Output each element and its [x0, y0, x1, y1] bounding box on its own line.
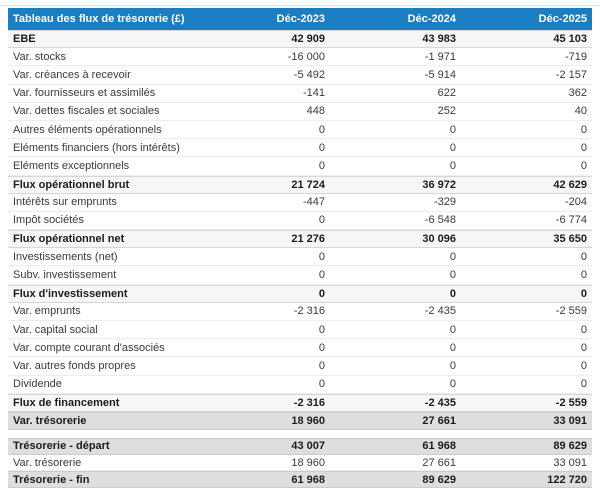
row-label: Var. emprunts: [13, 305, 81, 318]
cell-value: 18 960: [291, 456, 325, 469]
column-header-dec-2024: Déc-2024: [407, 13, 456, 25]
table-row: [8, 157, 592, 175]
cell-value: -2 435: [424, 396, 456, 409]
row-label: Dividende: [13, 378, 62, 391]
table-row: [8, 66, 592, 84]
cell-value: 0: [580, 269, 587, 282]
row-label: Autres éléments opérationnels: [13, 123, 162, 136]
cell-value: 448: [306, 105, 325, 118]
cell-value: 362: [568, 87, 587, 100]
cell-value: 0: [449, 250, 456, 263]
cell-value: 0: [318, 123, 325, 136]
row-label: Trésorerie - fin: [13, 473, 90, 486]
cell-value: 0: [449, 378, 456, 391]
table-row: [8, 121, 592, 139]
table-row: [8, 176, 592, 194]
table-row: [8, 248, 592, 266]
row-label: Var. dettes fiscales et sociales: [13, 105, 160, 118]
table-row: [8, 376, 592, 394]
table-row: [8, 48, 592, 66]
cell-value: 43 007: [291, 440, 325, 453]
cell-value: 0: [318, 287, 325, 300]
cell-value: 122 720: [547, 473, 587, 486]
cell-value: 0: [580, 159, 587, 172]
cell-value: 0: [318, 159, 325, 172]
cell-value: 35 650: [553, 233, 587, 246]
cell-value: 0: [318, 378, 325, 391]
cell-value: 0: [318, 269, 325, 282]
section-gap: [8, 430, 592, 438]
table-row: [8, 266, 592, 284]
cell-value: 89 629: [553, 440, 587, 453]
table-row: [8, 412, 592, 430]
cell-value: 0: [449, 123, 456, 136]
cell-value: 0: [449, 323, 456, 336]
row-label: Flux opérationnel brut: [13, 178, 130, 191]
row-label: Var. autres fonds propres: [13, 359, 136, 372]
cell-value: 0: [318, 250, 325, 263]
cell-value: 622: [437, 87, 456, 100]
table-row: [8, 103, 592, 121]
table-header-row: [8, 8, 592, 30]
table-row: [8, 194, 592, 212]
row-label: Var. créances à recevoir: [13, 68, 131, 81]
cell-value: 0: [318, 214, 325, 227]
cell-value: 0: [449, 269, 456, 282]
top-divider: [0, 5, 600, 6]
cell-value: 0: [318, 341, 325, 354]
cell-value: -2 316: [293, 396, 325, 409]
cell-value: 0: [318, 141, 325, 154]
cell-value: -2 316: [293, 305, 325, 318]
cell-value: -2 559: [555, 396, 587, 409]
cell-value: -447: [302, 196, 325, 209]
cell-value: 33 091: [553, 456, 587, 469]
cash-flow-table: [8, 8, 592, 488]
cell-value: 42 629: [553, 178, 587, 191]
cell-value: 45 103: [553, 33, 587, 46]
cell-value: 89 629: [422, 473, 456, 486]
cell-value: -329: [433, 196, 456, 209]
cell-value: -6 548: [424, 214, 456, 227]
row-label: Flux opérationnel net: [13, 233, 125, 246]
cell-value: 0: [449, 341, 456, 354]
table-row: [8, 230, 592, 248]
cell-value: -5 914: [424, 68, 456, 81]
cell-value: 0: [580, 359, 587, 372]
cell-value: 0: [318, 359, 325, 372]
cell-value: -6 774: [555, 214, 587, 227]
cell-value: 21 724: [291, 178, 325, 191]
cell-value: 0: [580, 323, 587, 336]
cell-value: 33 091: [553, 415, 587, 428]
cell-value: -2 435: [424, 305, 456, 318]
cell-value: 0: [449, 141, 456, 154]
row-label: Intérêts sur emprunts: [13, 196, 117, 209]
cell-value: 43 983: [422, 33, 456, 46]
cell-value: 0: [580, 123, 587, 136]
table-row: [8, 212, 592, 230]
row-label: Impôt sociétés: [13, 214, 84, 227]
cell-value: 0: [449, 287, 456, 300]
row-label: Subv. investissement: [13, 269, 117, 282]
cell-value: 40: [574, 105, 587, 118]
column-header-dec-2023: Déc-2023: [276, 13, 325, 25]
row-label: Var. trésorerie: [13, 415, 87, 428]
row-label: Var. capital social: [13, 323, 98, 336]
table-row: [8, 339, 592, 357]
row-label: Var. fournisseurs et assimilés: [13, 87, 156, 100]
cell-value: 18 960: [291, 415, 325, 428]
row-label: Trésorerie - départ: [13, 440, 110, 453]
cell-value: 42 909: [291, 33, 325, 46]
cell-value: 0: [318, 323, 325, 336]
table-row: [8, 471, 592, 488]
cell-value: -141: [302, 87, 325, 100]
cell-value: 27 661: [422, 456, 456, 469]
row-label: Var. stocks: [13, 50, 66, 63]
cell-value: 0: [580, 287, 587, 300]
column-header-dec-2025: Déc-2025: [538, 13, 587, 25]
row-label: Var. trésorerie: [13, 456, 82, 469]
row-label: Flux d'investissement: [13, 287, 128, 300]
table-title: Tableau des flux de trésorerie (£): [13, 13, 185, 25]
table-row: [8, 438, 592, 455]
row-label: Var. compte courant d'associés: [13, 341, 165, 354]
table-row: [8, 139, 592, 157]
row-label: Flux de financement: [13, 396, 120, 409]
cell-value: 21 276: [291, 233, 325, 246]
table-row: [8, 30, 592, 48]
cell-value: -5 492: [293, 68, 325, 81]
cell-value: 61 968: [422, 440, 456, 453]
row-label: EBE: [13, 33, 36, 46]
cell-value: 0: [449, 359, 456, 372]
row-label: Eléments exceptionnels: [13, 159, 130, 172]
table-row: [8, 455, 592, 472]
cell-value: -16 000: [287, 50, 325, 63]
cell-value: 61 968: [291, 473, 325, 486]
cell-value: 30 096: [422, 233, 456, 246]
row-label: Eléments financiers (hors intérêts): [13, 141, 180, 154]
cell-value: 36 972: [422, 178, 456, 191]
table-row: [8, 85, 592, 103]
cell-value: 0: [580, 341, 587, 354]
cell-value: 27 661: [422, 415, 456, 428]
cell-value: 0: [449, 159, 456, 172]
row-label: Investissements (net): [13, 250, 118, 263]
cell-value: -2 157: [555, 68, 587, 81]
cell-value: -2 559: [555, 305, 587, 318]
table-row: [8, 285, 592, 303]
cell-value: 0: [580, 378, 587, 391]
cell-value: 0: [580, 141, 587, 154]
table-row: [8, 394, 592, 412]
table-row: [8, 321, 592, 339]
table-row: [8, 303, 592, 321]
table-row: [8, 357, 592, 375]
cell-value: 0: [580, 250, 587, 263]
cell-value: -1 971: [424, 50, 456, 63]
cell-value: 252: [437, 105, 456, 118]
cell-value: -204: [564, 196, 587, 209]
cell-value: -719: [564, 50, 587, 63]
